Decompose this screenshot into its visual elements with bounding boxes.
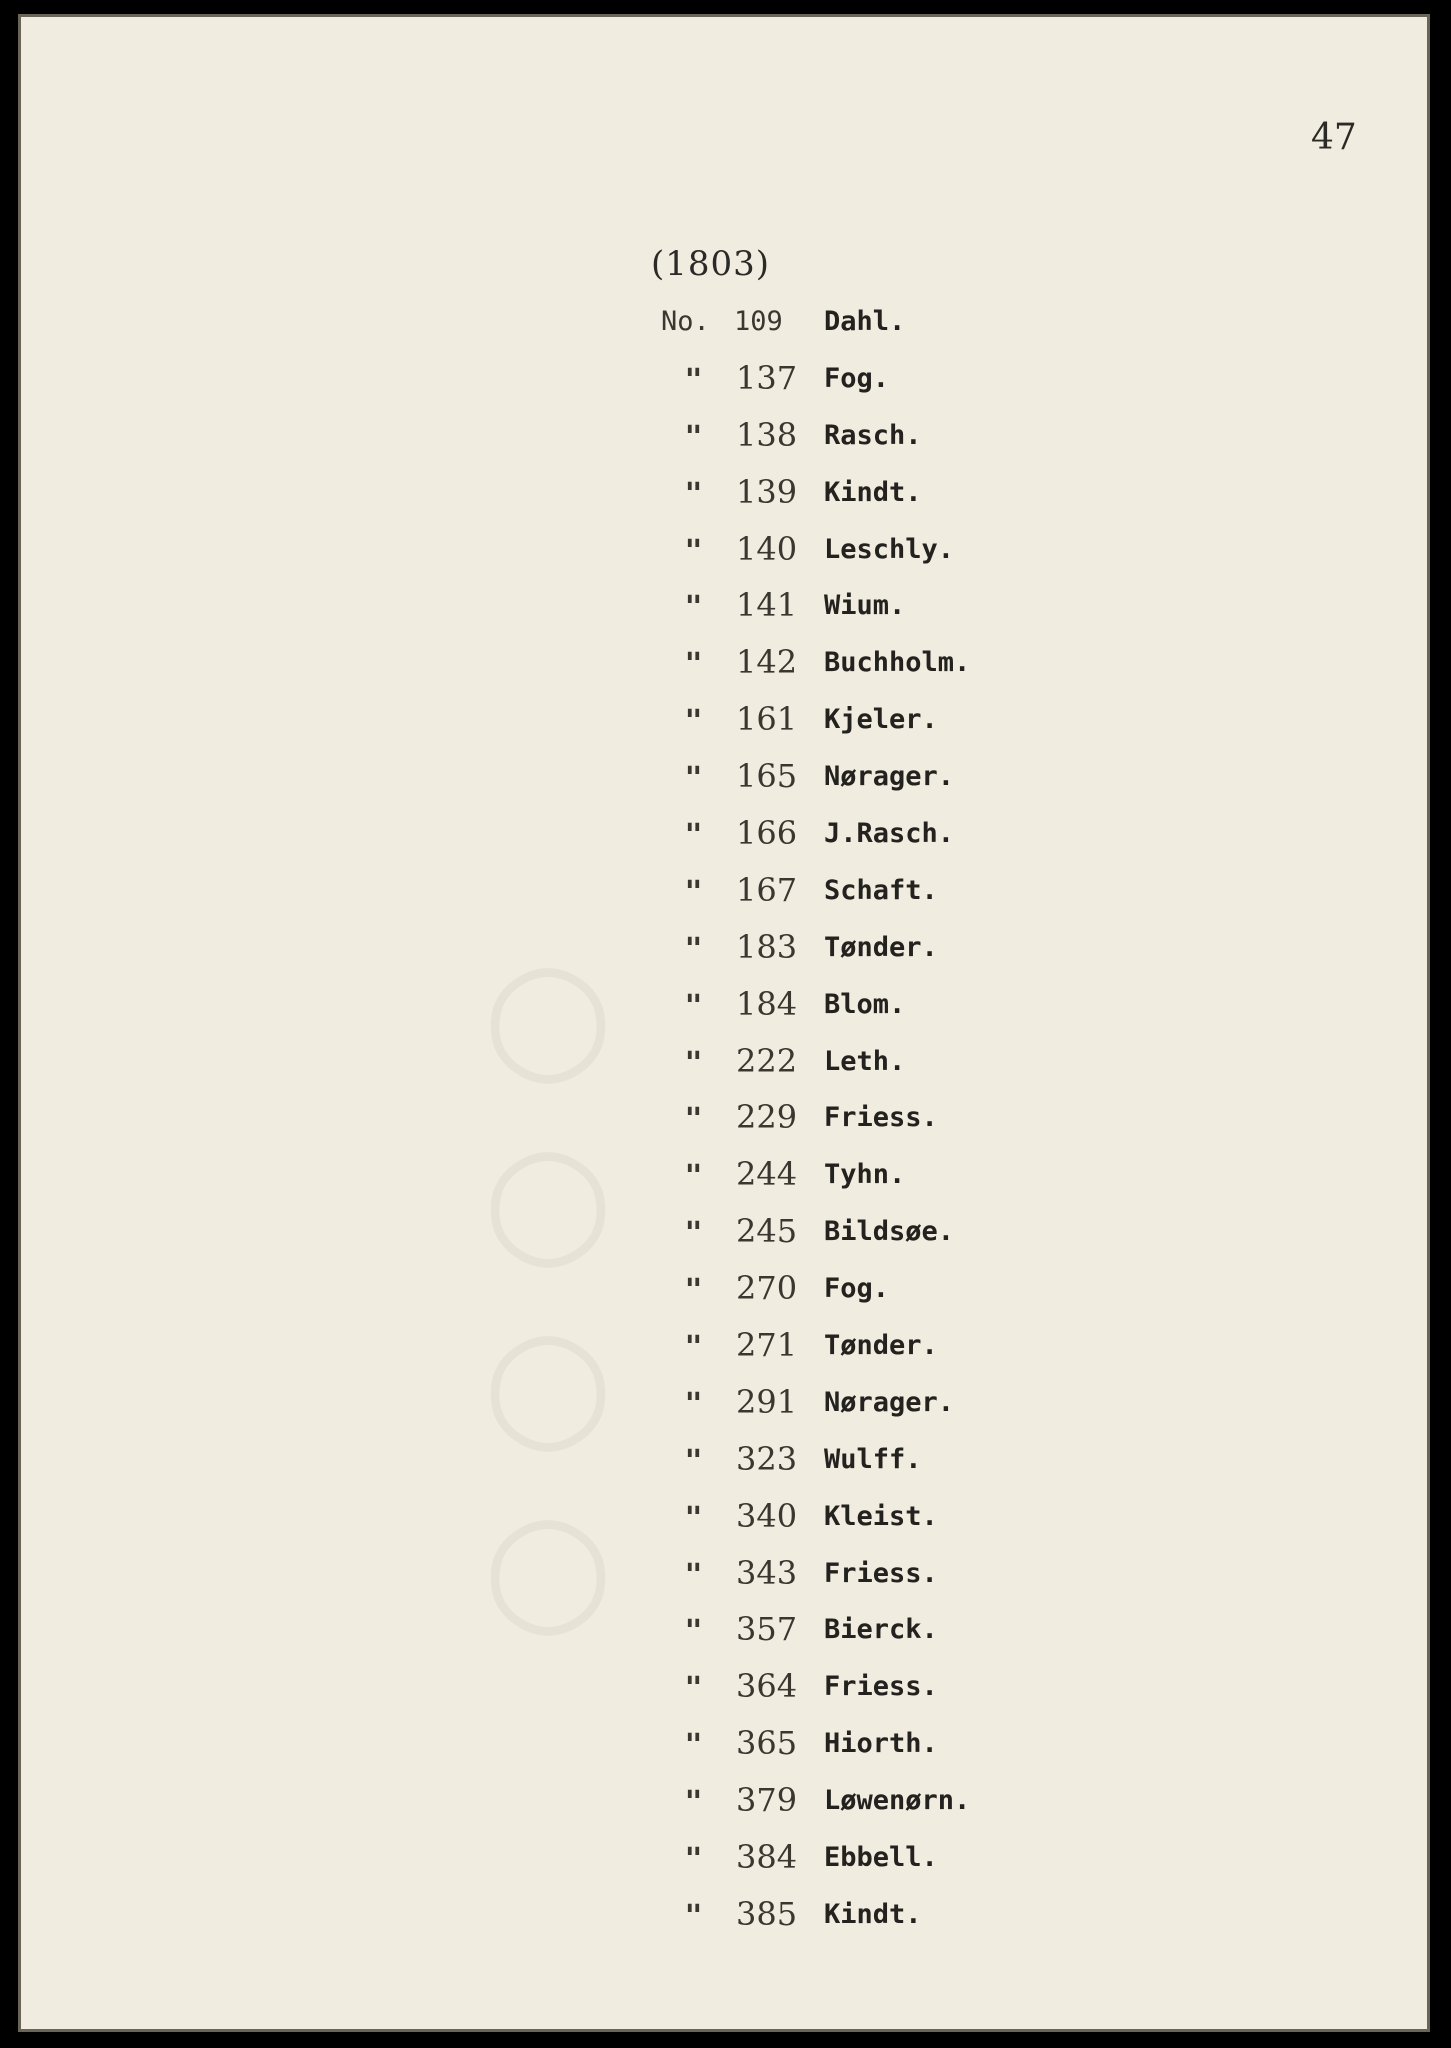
entry-name: Tyhn. <box>824 1159 906 1191</box>
list-item <box>21 306 1427 363</box>
entry-name: Nørager. <box>824 1386 955 1418</box>
entry-name: Blom. <box>824 988 906 1020</box>
list-item <box>21 1326 1427 1387</box>
entry-name: Hiorth. <box>824 1728 938 1760</box>
list-item <box>21 586 1427 647</box>
ditto-mark: " <box>684 590 703 626</box>
list-item <box>21 1781 1427 1842</box>
list-item <box>21 1098 1427 1159</box>
entry-name: Friess. <box>824 1102 938 1134</box>
entry-number: 379 <box>736 1781 798 1820</box>
entry-number: 244 <box>736 1155 798 1194</box>
entry-name: Fog. <box>824 1273 890 1305</box>
entry-number: 109 <box>734 306 783 337</box>
ditto-mark: " <box>684 1330 703 1366</box>
ditto-mark: " <box>684 1102 703 1138</box>
year-heading: (1803) <box>651 244 771 284</box>
entry-name: Wium. <box>824 590 906 622</box>
ditto-mark: " <box>684 1500 703 1536</box>
ditto-mark: " <box>684 1671 703 1707</box>
entry-number: 183 <box>736 927 798 966</box>
entry-number: 357 <box>736 1610 798 1649</box>
entry-name: Leth. <box>824 1045 906 1077</box>
entry-number: 141 <box>736 586 798 625</box>
entry-number: 167 <box>736 870 798 909</box>
ditto-mark: " <box>684 931 703 967</box>
entry-number: 385 <box>736 1894 798 1933</box>
entry-name: Friess. <box>824 1557 938 1589</box>
ditto-mark: " <box>684 1785 703 1821</box>
page-number: 47 <box>1311 117 1357 158</box>
entry-number: 323 <box>736 1439 798 1478</box>
entry-name: Friess. <box>824 1671 938 1703</box>
faint-watermark-stamp: ○○○○ <box>461 941 635 1677</box>
ditto-mark: " <box>684 647 703 683</box>
ditto-mark: " <box>684 476 703 512</box>
ditto-mark: " <box>684 1557 703 1593</box>
entry-name: Kindt. <box>824 1898 922 1930</box>
entry-number: 139 <box>736 472 798 511</box>
entry-name: Bierck. <box>824 1614 938 1646</box>
ditto-mark: " <box>684 1159 703 1195</box>
list-item <box>21 472 1427 534</box>
entry-number: 270 <box>736 1269 798 1308</box>
entry-number: 166 <box>736 814 798 853</box>
list-item <box>21 415 1427 477</box>
entry-number: 343 <box>736 1553 798 1592</box>
list-item <box>21 1610 1427 1671</box>
entry-number: 161 <box>736 700 798 739</box>
entry-number: 165 <box>736 757 798 796</box>
entry-number: 340 <box>736 1496 798 1535</box>
entry-list <box>21 306 1427 1956</box>
list-item <box>21 1269 1427 1330</box>
ditto-mark: " <box>684 1045 703 1081</box>
list-item <box>21 1439 1427 1501</box>
entry-name: Kleist. <box>824 1500 938 1532</box>
list-item <box>21 700 1427 761</box>
entry-name: J.Rasch. <box>824 818 955 850</box>
entry-name: Ebbell. <box>824 1842 938 1874</box>
entry-name: Tønder. <box>824 1330 938 1362</box>
entry-name: Nørager. <box>824 761 955 793</box>
ditto-mark: " <box>684 1842 703 1878</box>
entry-name: Wulff. <box>824 1443 922 1475</box>
ditto-mark: " <box>684 818 703 854</box>
entry-number: 291 <box>736 1382 798 1421</box>
list-item <box>21 1041 1427 1103</box>
ditto-mark: " <box>684 1443 703 1479</box>
entry-number: 364 <box>736 1667 798 1706</box>
ditto-mark: " <box>684 704 703 740</box>
list-item <box>21 1894 1427 1956</box>
ditto-mark: " <box>684 874 703 910</box>
entry-number: 222 <box>736 1041 798 1080</box>
entry-name: Dahl. <box>824 306 906 337</box>
entry-name: Kjeler. <box>824 704 938 736</box>
entry-name: Buchholm. <box>824 647 971 679</box>
ditto-mark: " <box>684 761 703 797</box>
ditto-mark: " <box>684 533 703 569</box>
list-item <box>21 1212 1427 1273</box>
entry-name: Kindt. <box>824 476 922 508</box>
list-item <box>21 1724 1427 1785</box>
ditto-mark: " <box>684 1728 703 1764</box>
entry-number: 142 <box>736 643 798 682</box>
ditto-mark: " <box>684 1614 703 1650</box>
ditto-mark: " <box>684 1386 703 1422</box>
entry-number: 245 <box>736 1212 798 1251</box>
number-prefix: No. <box>661 306 710 337</box>
entry-number: 138 <box>736 415 798 454</box>
list-item <box>21 870 1427 932</box>
entry-name: Fog. <box>824 362 890 394</box>
list-item <box>21 1155 1427 1216</box>
entry-name: Leschly. <box>824 533 955 565</box>
list-item <box>21 927 1427 989</box>
entry-name: Rasch. <box>824 419 922 451</box>
list-item <box>21 984 1427 1046</box>
entry-name: Tønder. <box>824 931 938 963</box>
ditto-mark: " <box>684 1216 703 1252</box>
entry-name: Schaft. <box>824 874 938 906</box>
list-item <box>21 1553 1427 1615</box>
entry-name: Bildsøe. <box>824 1216 955 1248</box>
list-item <box>21 757 1427 818</box>
list-item <box>21 643 1427 704</box>
entry-number: 137 <box>736 358 798 397</box>
entry-number: 384 <box>736 1838 798 1877</box>
list-item <box>21 1382 1427 1444</box>
list-item <box>21 358 1427 420</box>
entry-number: 184 <box>736 984 798 1023</box>
ditto-mark: " <box>684 988 703 1024</box>
ditto-mark: " <box>684 419 703 455</box>
ditto-mark: " <box>684 1273 703 1309</box>
entry-number: 365 <box>736 1724 798 1763</box>
entry-number: 140 <box>736 529 798 568</box>
list-item <box>21 529 1427 591</box>
list-item <box>21 814 1427 875</box>
document-page <box>18 14 1430 2032</box>
list-item <box>21 1496 1427 1558</box>
list-item <box>21 1838 1427 1899</box>
entry-name: Løwenørn. <box>824 1785 971 1817</box>
entry-number: 271 <box>736 1326 798 1365</box>
list-item <box>21 1667 1427 1728</box>
entry-number: 229 <box>736 1098 798 1137</box>
ditto-mark: " <box>684 362 703 398</box>
ditto-mark: " <box>684 1898 703 1934</box>
